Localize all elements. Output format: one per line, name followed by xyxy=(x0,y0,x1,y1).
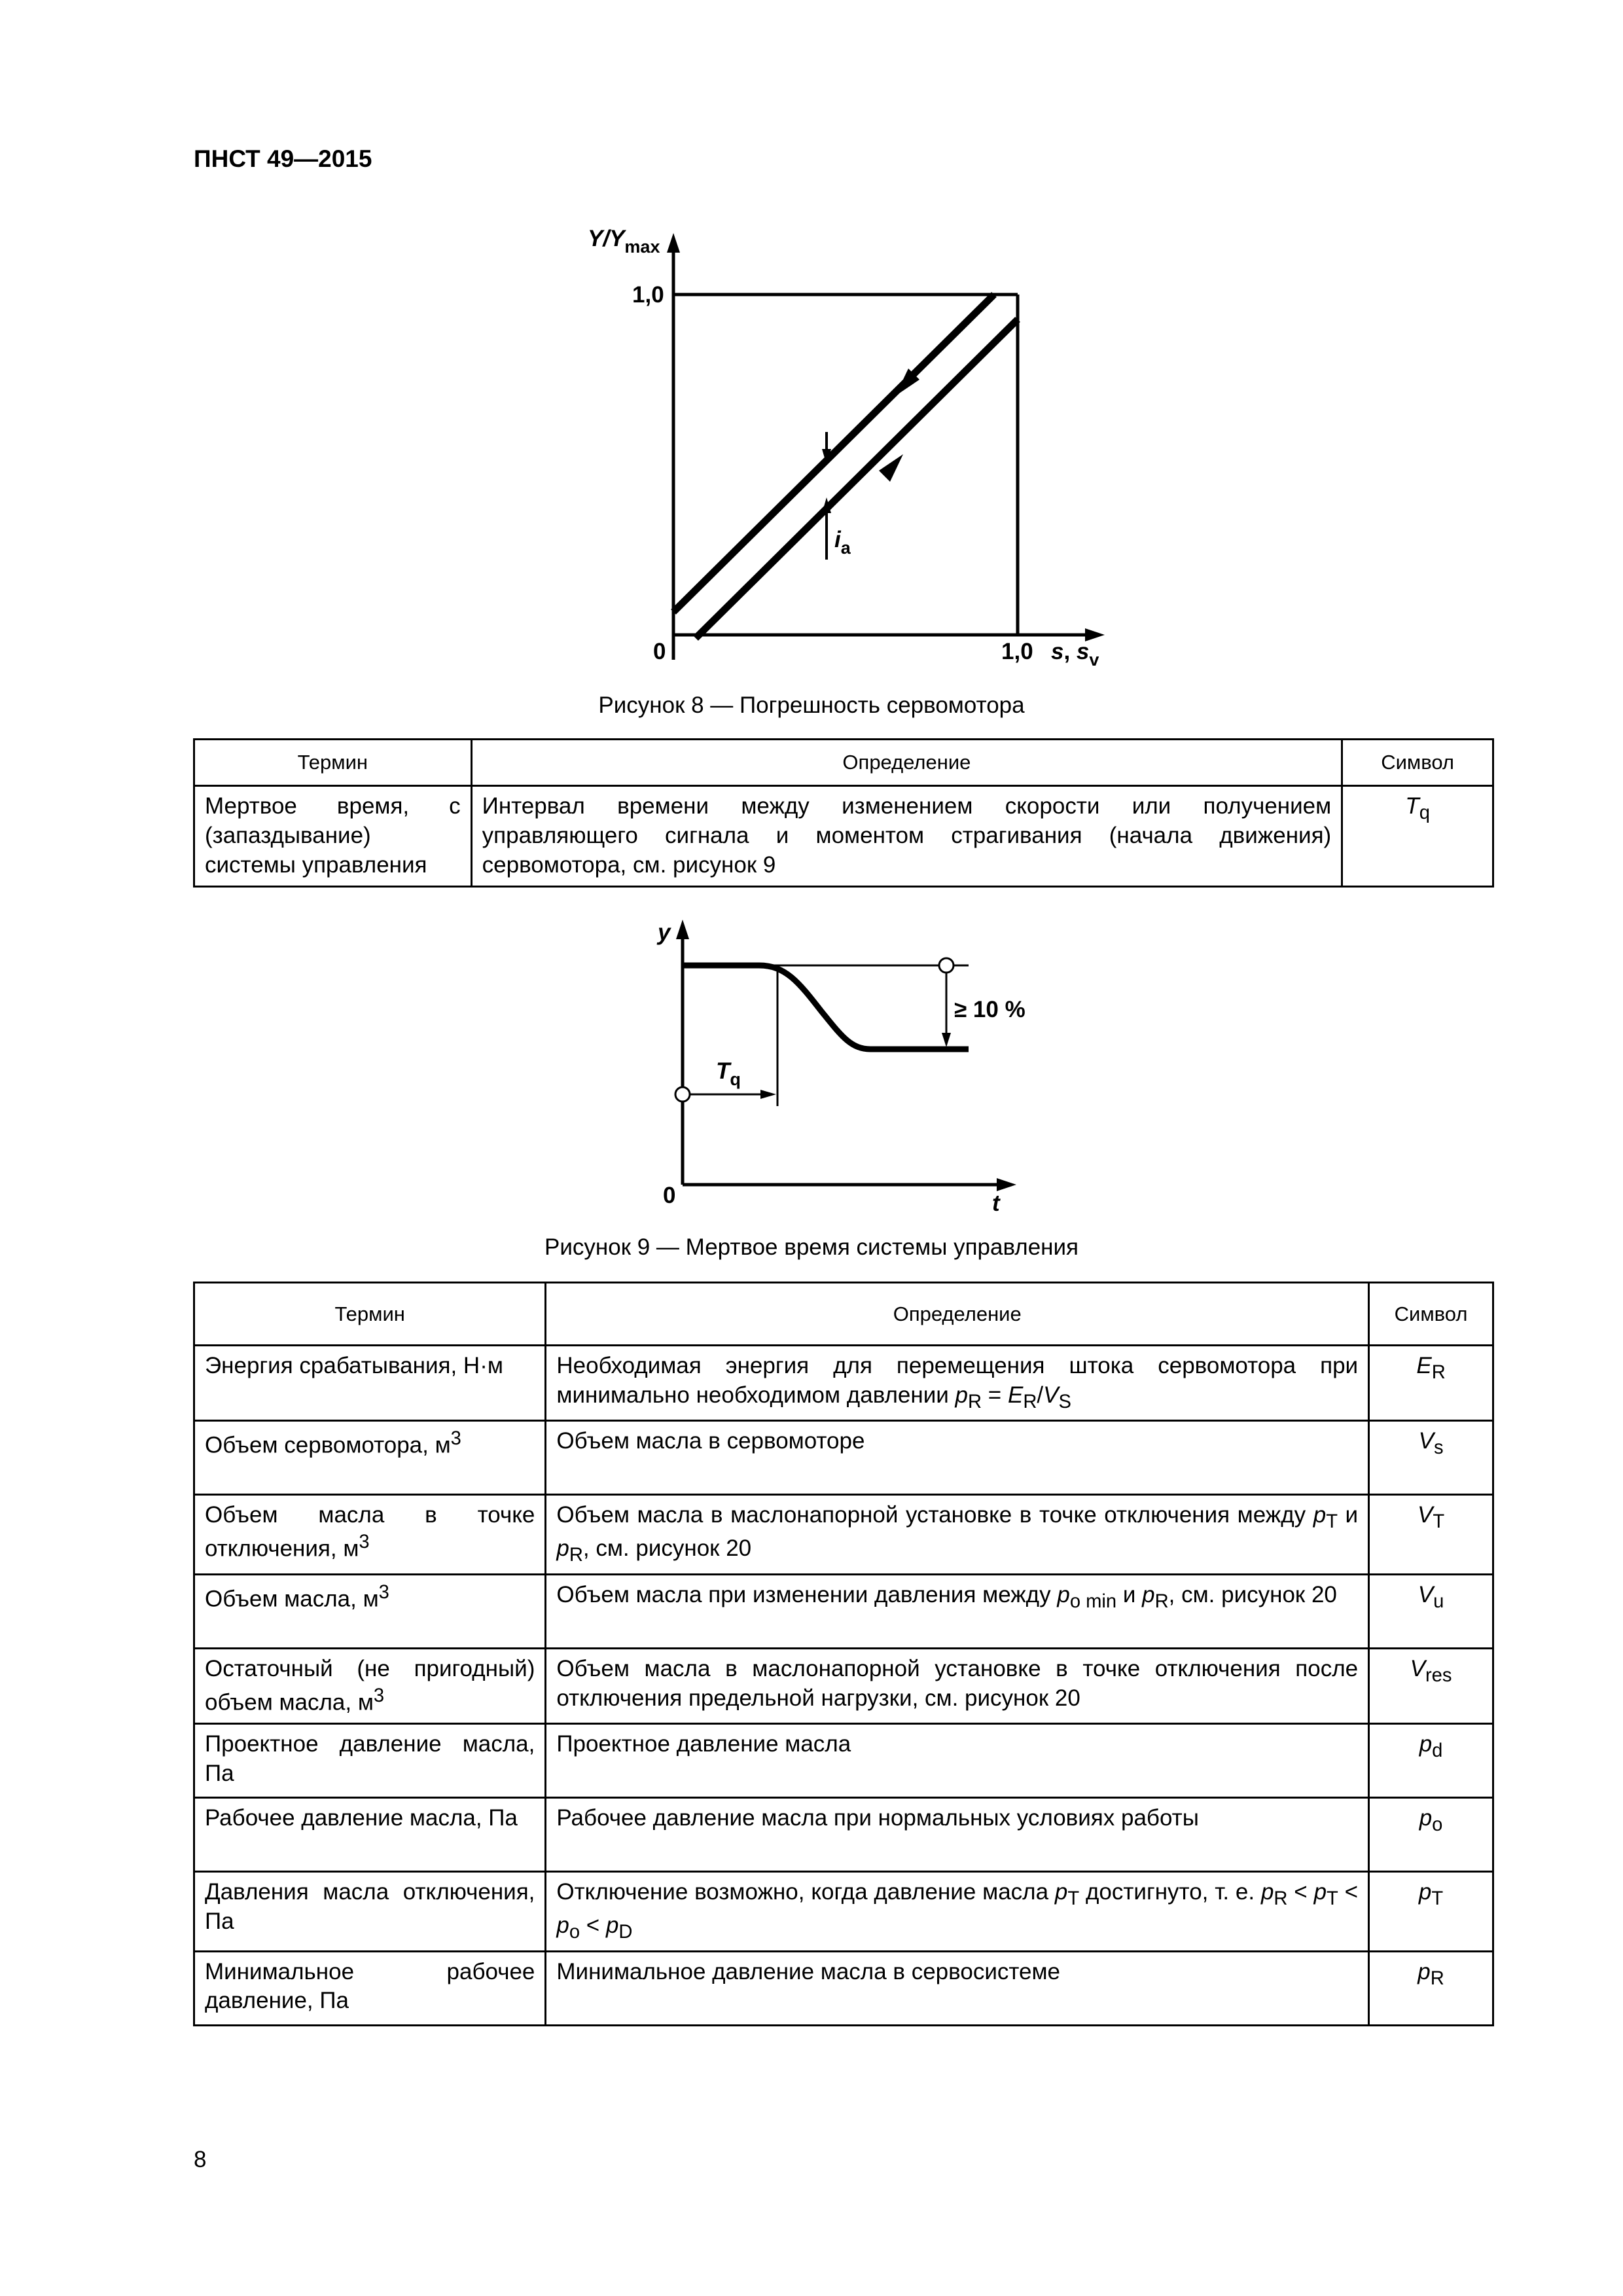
fig8-y-label: $Y/Y_{max}$ xyxy=(588,226,660,257)
table-row xyxy=(194,1495,1493,1575)
fig9-y-label: y xyxy=(658,920,671,945)
definition-cell: Объем масла в сервомоторе xyxy=(546,1421,1369,1495)
fig8-origin: 0 xyxy=(653,639,666,664)
term-cell: Объем масла, $м^3$ xyxy=(194,1574,546,1648)
term-cell: Объем масла в точке отключения, $м^3$ xyxy=(194,1495,546,1575)
symbol-cell: $p_R$ xyxy=(1369,1951,1493,2025)
document-header: ПНСТ 49—2015 xyxy=(194,145,372,172)
column-header-definition: Определение xyxy=(546,1283,1369,1346)
table-row xyxy=(194,1798,1493,1872)
fig9-origin: 0 xyxy=(663,1183,676,1208)
symbol-cell: $T_q$ xyxy=(1342,786,1493,887)
term-cell: Энергия срабатывания, Н·м xyxy=(194,1346,546,1421)
term-cell: Давления масла отключения, Па xyxy=(194,1872,546,1952)
symbol-cell: $p_T$ xyxy=(1369,1872,1493,1952)
fig8-ia-label: $i_a$ xyxy=(834,527,851,558)
fig9-tq-arrowhead xyxy=(760,1090,776,1099)
table-row xyxy=(194,1574,1493,1648)
definition-cell: Рабочее давление масла при нормальных условиях работы xyxy=(546,1798,1369,1872)
definition-cell: Объем масла в маслонапорной установке в точке отключения после отключения предельной нагрузки, см. рисунок 20 xyxy=(546,1648,1369,1723)
fig8-tick-y: 1,0 xyxy=(632,282,664,308)
table-2-header-row xyxy=(194,1283,1493,1346)
fig9-pct-arrowhead xyxy=(942,1033,951,1047)
fig8-x-label: s, $s_v$ xyxy=(1051,639,1099,670)
table-row xyxy=(194,1951,1493,2025)
fig9-tq-marker xyxy=(675,1087,690,1102)
fig9-y-axis-arrow xyxy=(676,920,689,939)
symbol-cell: $V_u$ xyxy=(1369,1574,1493,1648)
term-cell: Минимальное рабочее давление, Па xyxy=(194,1951,546,2025)
symbol-cell: $V_s$ xyxy=(1369,1421,1493,1495)
definition-cell: Отключение возможно, когда давление масла $p_T$ достигнуто, т. е. $p_R < p_T < p_o < p_D$ xyxy=(546,1872,1369,1952)
fig9-ref-marker xyxy=(939,958,954,973)
table-row xyxy=(194,1421,1493,1495)
symbol-cell: $E_R$ xyxy=(1369,1346,1493,1421)
fig9-response-curve xyxy=(683,965,969,1049)
symbol-cell: $V_{res}$ xyxy=(1369,1648,1493,1723)
term-cell: Рабочее давление масла, Па xyxy=(194,1798,546,1872)
term-cell: Объем сервомотора, $м^3$ xyxy=(194,1421,546,1495)
term-cell: Проектное давление масла, Па xyxy=(194,1724,546,1798)
symbol-cell: $p_o$ xyxy=(1369,1798,1493,1872)
terms-table-2 xyxy=(193,1282,1494,2026)
symbol-cell: $V_T$ xyxy=(1369,1495,1493,1575)
column-header-term: Термин xyxy=(194,740,472,786)
table-row xyxy=(194,1346,1493,1421)
table-row xyxy=(194,1872,1493,1952)
fig9-x-label: t xyxy=(992,1191,1000,1216)
fig9-tq-label: $T_q$ xyxy=(716,1058,741,1089)
figure-9-caption: Рисунок 9 — Мертвое время системы управления xyxy=(544,1234,1079,1260)
fig9-x-axis-arrow xyxy=(997,1178,1016,1191)
figure-8-caption: Рисунок 8 — Погрешность сервомотора xyxy=(598,692,1025,718)
term-cell: Мертвое время, с (запаздывание) системы управления xyxy=(194,786,472,887)
column-header-term: Термин xyxy=(194,1283,546,1346)
page-number: 8 xyxy=(194,2147,207,2172)
column-header-symbol: Символ xyxy=(1342,740,1493,786)
definition-cell: Проектное давление масла xyxy=(546,1724,1369,1798)
table-row xyxy=(194,1648,1493,1723)
column-header-definition: Определение xyxy=(471,740,1342,786)
term-cell: Остаточный (не пригодный) объем масла, $м^3$ xyxy=(194,1648,546,1723)
fig9-pct-label: ≥ 10 % xyxy=(954,997,1026,1022)
definition-cell: Объем масла в маслонапорной установке в точке отключения между $p_T$ и $p_R$, см. рисунок 20 xyxy=(546,1495,1369,1575)
definition-cell: Объем масла при изменении давления между $p_{o min}$ и $p_R$, см. рисунок 20 xyxy=(546,1574,1369,1648)
fig8-tick-x: 1,0 xyxy=(1001,639,1033,664)
table-row xyxy=(194,1724,1493,1798)
definition-cell: Минимальное давление масла в сервосистеме xyxy=(546,1951,1369,2025)
column-header-symbol: Символ xyxy=(1369,1283,1493,1346)
definition-cell: Интервал времени между изменением скорости или получением управляющего сигнала и моментом страгивания (начала движения) сервомотора, см. рисунок 9 xyxy=(471,786,1342,887)
definition-cell: Необходимая энергия для перемещения штока сервомотора при минимально необходимом давлении $p_R = E_R/V_S$ xyxy=(546,1346,1369,1421)
symbol-cell: $p_d$ xyxy=(1369,1724,1493,1798)
